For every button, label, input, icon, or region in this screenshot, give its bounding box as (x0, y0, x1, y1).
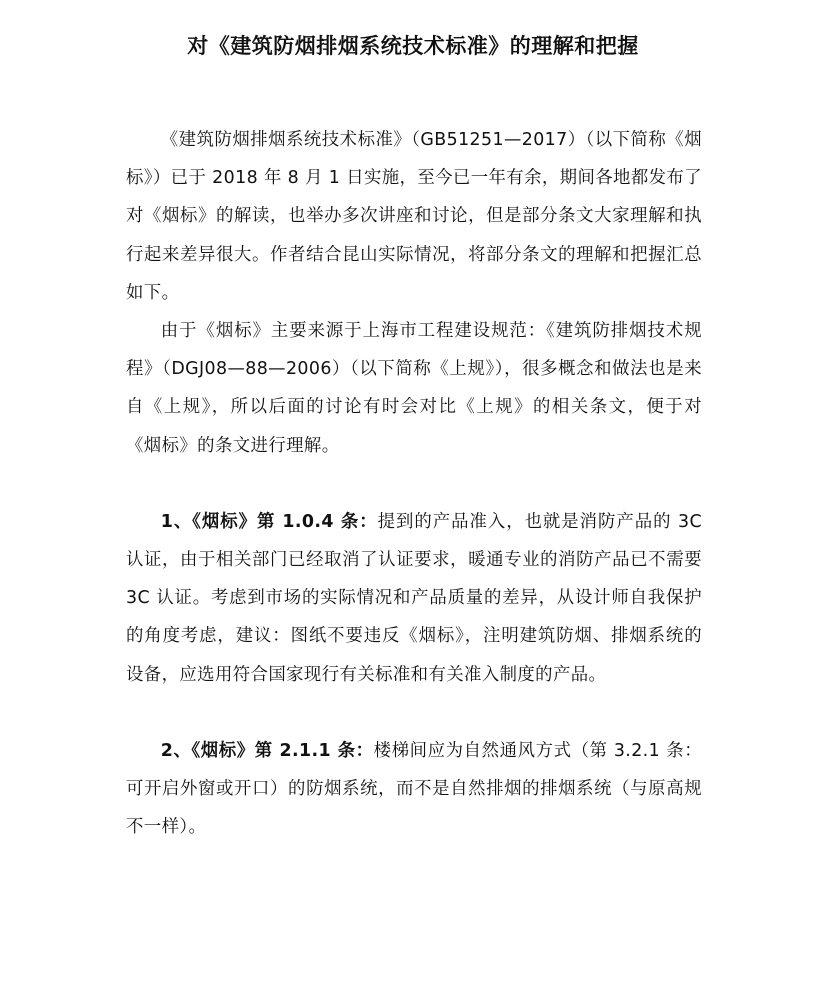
section-paragraph-2 (126, 732, 702, 847)
section-text-2: 楼梯间应为自然通风方式（第 3.2.1 条：可开启外窗或开口）的防烟系统，而不是自然排烟的排烟系统（与原高规不一样）。 (126, 740, 702, 838)
document-body (126, 121, 702, 846)
section-heading-2: 2、《烟标》第 2.1.1 条： (160, 740, 374, 761)
paragraph-spacer (126, 694, 702, 732)
paragraph-spacer (126, 465, 702, 503)
section-heading-1: 1、《烟标》第 1.0.4 条： (160, 511, 378, 532)
section-paragraph-1 (126, 503, 702, 694)
intro-paragraph-1: 《建筑防烟排烟系统技术标准》（GB51251—2017）（以下简称《烟标》）已于 2018 年 8 月 1 日实施，至今已一年有余，期间各地都发布了对《烟标》的解读，也举办多次讲座和讨论，但是部分条文大家理解和执行起来差异很大。作者结合昆山实际情况，将部分条文的理解和把握汇总如下。 (126, 130, 703, 303)
intro-paragraph-2: 由于《烟标》主要来源于上海市工程建设规范：《建筑防排烟技术规程》（DGJ08—88—2006）（以下简称《上规》），很多概念和做法也是来自《上规》，所以后面的讨论有时会对比《上规》的相关条文，便于对《烟标》的条文进行理解。 (126, 321, 702, 456)
document-title: 对《建筑防烟排烟系统技术标准》的理解和把握 (187, 34, 639, 58)
section-text-1: 提到的产品准入，也就是消防产品的 3C 认证，由于相关部门已经取消了认证要求，暖通专业的消防产品已不需要 3C 认证。考虑到市场的实际情况和产品质量的差异，从设计师自我保护的角度考虑，建议：图纸不要违反《烟标》，注明建筑防烟、排烟系统的设备，应选用符合国家现行有关标准和有关准入制度的产品。 (126, 511, 702, 685)
